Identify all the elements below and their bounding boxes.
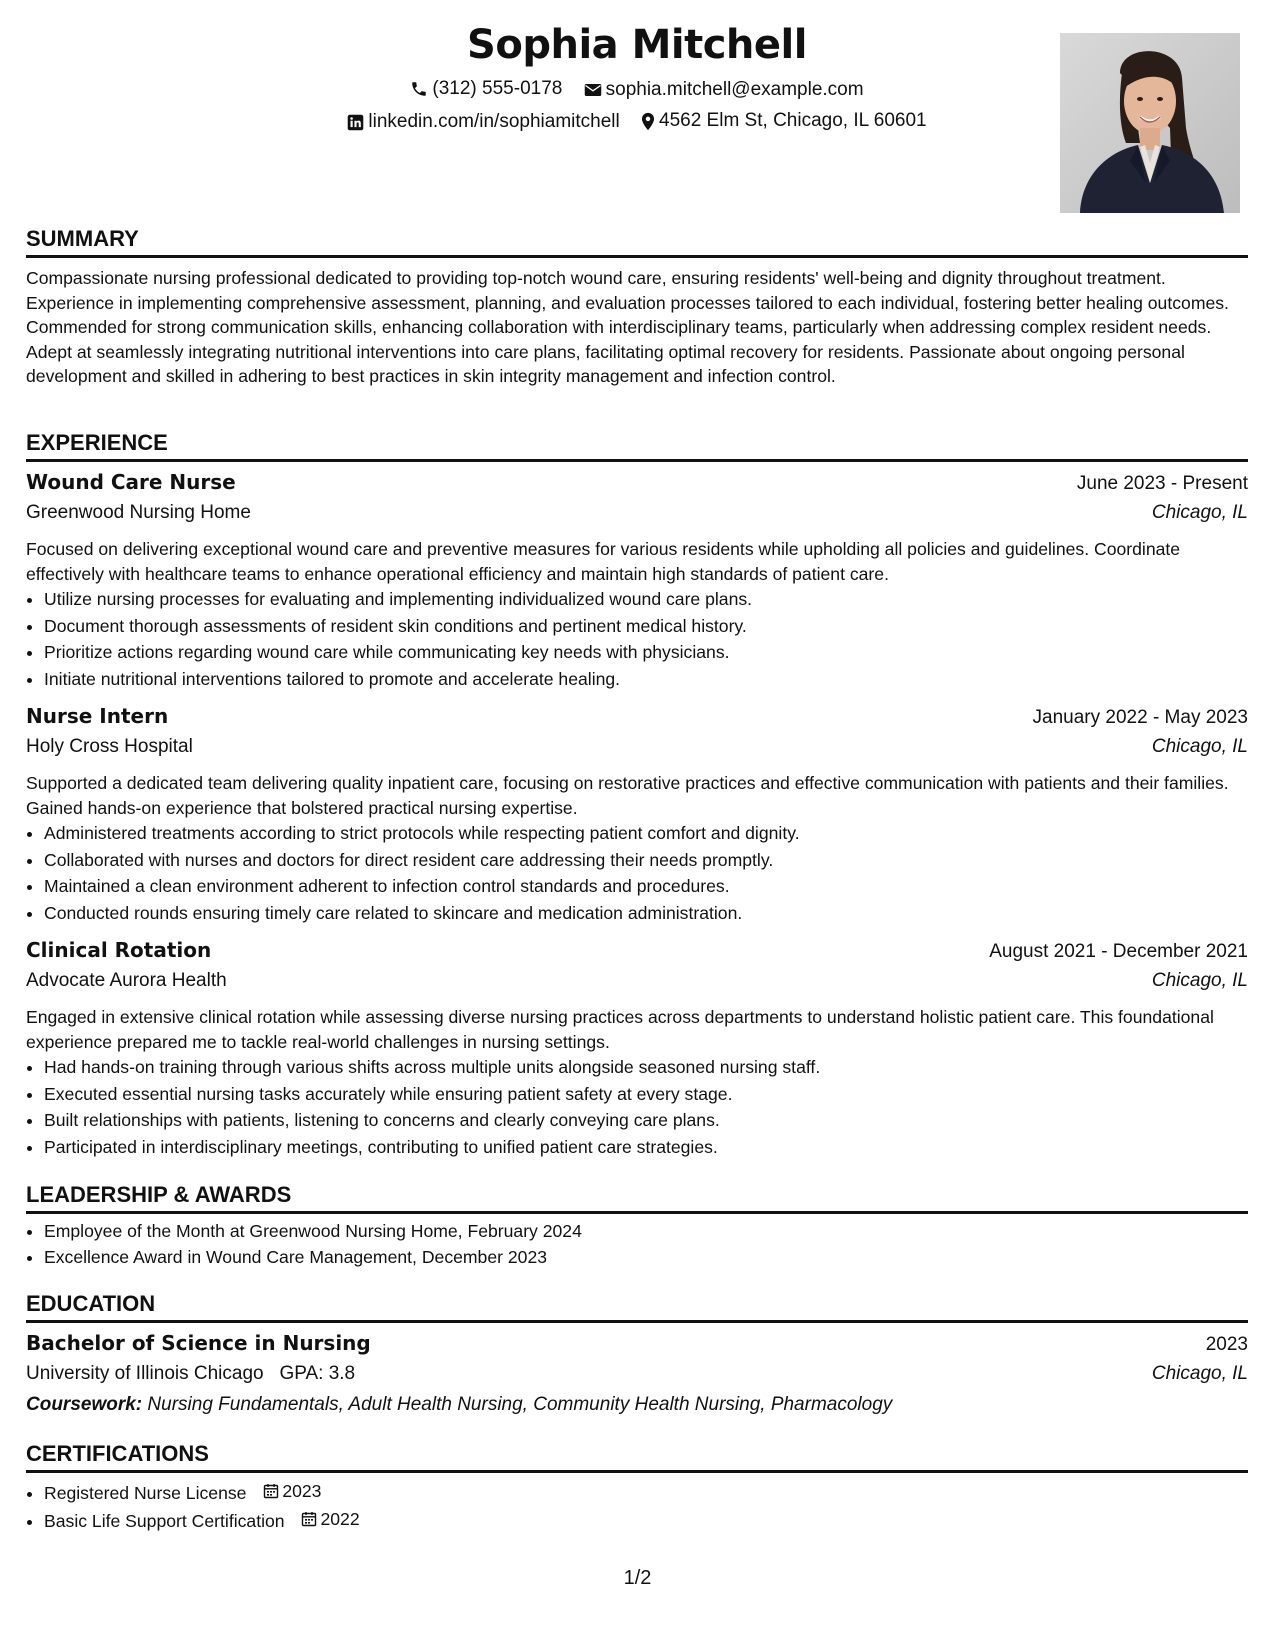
job-dates: January 2022 - May 2023 xyxy=(1032,707,1248,728)
section-title-education: EDUCATION xyxy=(26,1291,1248,1323)
education-header xyxy=(26,1331,1248,1356)
job-description: Supported a dedicated team delivering quality inpatient care, focusing on restorative practices and effective communication with patients and their families. Gained hands-on experience that bolstered practical nursing expertise. xyxy=(26,773,1229,818)
awards-list xyxy=(26,1218,1266,1270)
list-item: • Built relationships with patients, listening to concerns and clearly conveying care plans. xyxy=(44,1107,1266,1134)
email-contact[interactable] xyxy=(584,79,864,101)
job-location: Chicago, IL xyxy=(1151,970,1248,991)
resume-page xyxy=(26,0,1248,1650)
job-dates: June 2023 - Present xyxy=(1076,473,1248,494)
job-dates: August 2021 - December 2021 xyxy=(989,941,1248,962)
list-item xyxy=(44,1506,1266,1534)
list-item: • Utilize nursing processes for evaluating and implementing individualized wound care plans. xyxy=(44,586,1266,613)
job-organization: Holy Cross Hospital xyxy=(26,736,193,757)
job-bullets xyxy=(26,820,1266,926)
address-contact xyxy=(641,110,927,132)
job-description: Focused on delivering exceptional wound care and preventive measures for various residents while upholding all policies and guidelines. Coordinate effectively with healthcare teams to enhance operational efficiency and maintain high standards of patient care. xyxy=(26,539,1181,584)
certification-date xyxy=(263,1478,321,1504)
linkedin-icon xyxy=(347,114,364,131)
job-title: Wound Care Nurse xyxy=(26,470,236,494)
profile-photo xyxy=(1060,33,1240,213)
list-item: • Prioritize actions regarding wound care while communicating key needs with physicians. xyxy=(44,639,1266,666)
job-org-row xyxy=(26,736,1248,758)
certification-year: 2022 xyxy=(320,1509,360,1529)
section-title-certifications: CERTIFICATIONS xyxy=(26,1441,1248,1473)
list-item: • Participated in interdisciplinary meetings, contributing to unified patient care strategies. xyxy=(44,1134,1266,1161)
graduation-year: 2023 xyxy=(1205,1334,1248,1355)
list-item xyxy=(44,1478,1266,1506)
education-school-row xyxy=(26,1363,1248,1385)
degree-name: Bachelor of Science in Nursing xyxy=(26,1331,371,1355)
section-title-leadership: LEADERSHIP & AWARDS xyxy=(26,1182,1248,1214)
address-text: 4562 Elm St, Chicago, IL 60601 xyxy=(659,110,927,131)
job-bullets xyxy=(26,1054,1266,1160)
job-header xyxy=(26,470,1248,495)
map-pin-icon xyxy=(641,112,655,131)
certification-date xyxy=(301,1506,359,1532)
school-name: University of Illinois Chicago xyxy=(26,1363,264,1384)
job-org-row xyxy=(26,502,1248,524)
job-bullets xyxy=(26,586,1266,692)
certification-year: 2023 xyxy=(282,1481,322,1501)
list-item: • Executed essential nursing tasks accurately while ensuring patient safety at every stage. xyxy=(44,1081,1266,1108)
coursework xyxy=(26,1394,1248,1416)
list-item: • Collaborated with nurses and doctors for direct resident care addressing their needs promptly. xyxy=(44,847,1266,874)
job-location: Chicago, IL xyxy=(1151,736,1248,757)
calendar-icon xyxy=(301,1511,317,1527)
list-item: • Administered treatments according to strict protocols while respecting patient comfort and dignity. xyxy=(44,820,1266,847)
phone-text: (312) 555-0178 xyxy=(432,78,563,99)
certification-name: Registered Nurse License xyxy=(44,1483,247,1503)
job-header xyxy=(26,704,1248,729)
job-organization: Advocate Aurora Health xyxy=(26,970,227,991)
list-item: • Initiate nutritional interventions tailored to promote and accelerate healing. xyxy=(44,666,1266,693)
list-item: • Document thorough assessments of resident skin conditions and pertinent medical history. xyxy=(44,613,1266,640)
profile-photo-illustration xyxy=(1060,33,1240,213)
job-title: Nurse Intern xyxy=(26,704,169,728)
job-location: Chicago, IL xyxy=(1151,502,1248,523)
calendar-icon xyxy=(263,1483,279,1499)
list-item: • Excellence Award in Wound Care Management, December 2023 xyxy=(44,1244,1266,1270)
resume-header xyxy=(26,20,1248,210)
certifications-list xyxy=(26,1478,1266,1534)
school-location: Chicago, IL xyxy=(1151,1363,1248,1384)
email-text[interactable]: sophia.mitchell@example.com xyxy=(605,79,864,100)
school-info xyxy=(26,1363,355,1385)
coursework-label: Coursework: xyxy=(26,1394,143,1415)
list-item: • Maintained a clean environment adherent to infection control standards and procedures. xyxy=(44,873,1266,900)
list-item: • Conducted rounds ensuring timely care related to skincare and medication administration. xyxy=(44,900,1266,927)
gpa: GPA: 3.8 xyxy=(279,1363,356,1384)
section-title-summary: SUMMARY xyxy=(26,226,1248,258)
list-item: • Had hands-on training through various shifts across multiple units alongside seasoned nursing staff. xyxy=(44,1054,1266,1081)
job-description: Engaged in extensive clinical rotation while assessing diverse nursing practices across departments to understand holistic patient care. This foundational experience prepared me to tackle real-world challenges in nursing settings. xyxy=(26,1007,1214,1052)
phone-icon xyxy=(410,80,428,98)
candidate-name: Sophia Mitchell xyxy=(467,22,807,68)
certification-name: Basic Life Support Certification xyxy=(44,1511,285,1531)
job-header xyxy=(26,938,1248,963)
summary-text: Compassionate nursing professional dedicated to providing top-notch wound care, ensuring residents' well-being and dignity throughout treatment. Experience in implementing comprehensive assessment, planning, and evaluation processes tailored to each individual, fostering better healing outcomes. Commended for strong communication skills, enhancing collaboration with interdisciplinary teams, particularly when addressing complex resident needs. Adept at seamlessly integrating nutritional interventions into care plans, facilitating optimal recovery for residents. Passionate about ongoing personal development and skilled in adhering to best practices in skin integrity management and infection control. xyxy=(26,268,1229,387)
list-item: • Employee of the Month at Greenwood Nursing Home, February 2024 xyxy=(44,1218,1266,1244)
job-org-row xyxy=(26,970,1248,992)
linkedin-text[interactable]: linkedin.com/in/sophiamitchell xyxy=(368,111,620,132)
envelope-icon xyxy=(584,82,602,98)
phone-contact xyxy=(410,78,562,100)
coursework-list: Nursing Fundamentals, Adult Health Nursing, Community Health Nursing, Pharmacology xyxy=(147,1394,893,1415)
linkedin-contact[interactable] xyxy=(347,111,619,133)
page-indicator: 1/2 xyxy=(623,1567,652,1589)
job-organization: Greenwood Nursing Home xyxy=(26,502,251,523)
section-title-experience: EXPERIENCE xyxy=(26,430,1248,462)
job-title: Clinical Rotation xyxy=(26,938,212,962)
